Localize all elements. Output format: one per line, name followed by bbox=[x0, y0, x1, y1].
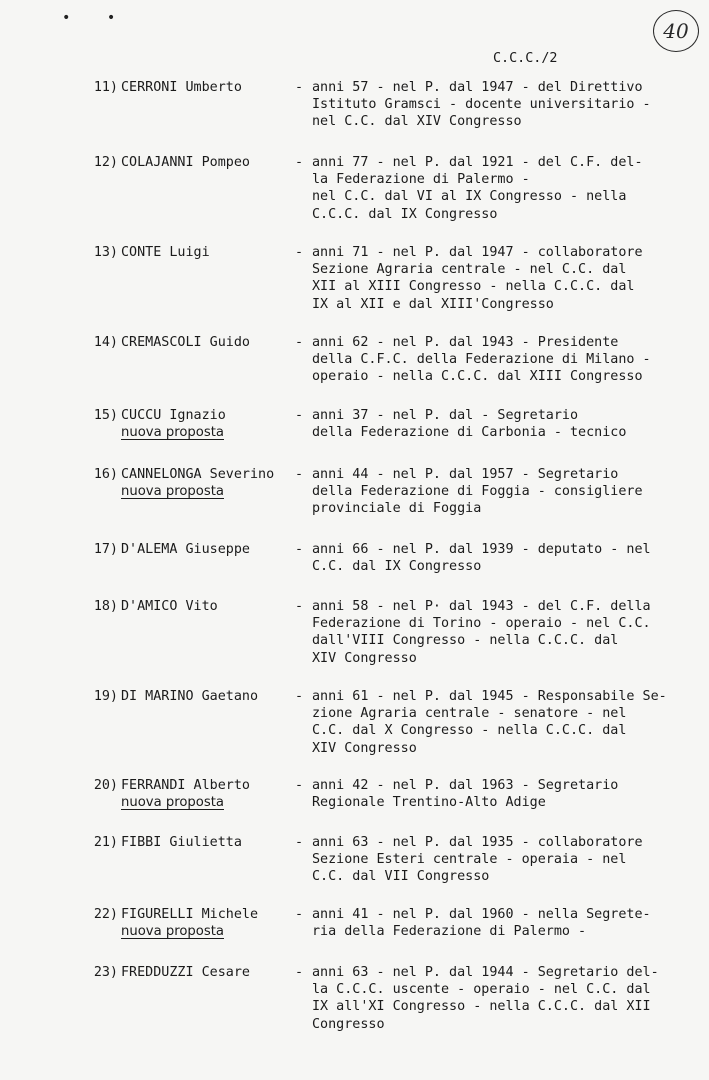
entry-dash: - bbox=[295, 467, 304, 482]
member-name: CUCCU Ignazio bbox=[121, 408, 226, 423]
description-line: C.C. dal X Congresso - nella C.C.C. dal bbox=[312, 723, 627, 739]
header-dots: • • bbox=[62, 10, 130, 26]
description-line: anni 37 - nel P. dal - Segretario bbox=[312, 408, 579, 423]
entry-number: 19) bbox=[93, 689, 118, 704]
member-description bbox=[312, 154, 692, 223]
description-line: anni 77 - nel P. dal 1921 - del C.F. del- bbox=[312, 155, 643, 170]
description-line: dall'VIII Congresso - nella C.C.C. dal bbox=[312, 633, 619, 649]
member-description bbox=[312, 777, 692, 811]
entry-dash: - bbox=[295, 965, 304, 980]
description-line: Congresso bbox=[312, 1016, 385, 1032]
description-line: anni 66 - nel P. dal 1939 - deputato - nel bbox=[312, 542, 651, 557]
entry-number: 15) bbox=[93, 408, 118, 423]
member-description bbox=[312, 906, 692, 940]
entry-number: 18) bbox=[93, 599, 118, 614]
member-description bbox=[312, 466, 692, 518]
member-name: D'AMICO Vito bbox=[121, 599, 218, 614]
description-line: XIV Congresso bbox=[312, 740, 417, 756]
member-name: CONTE Luigi bbox=[121, 245, 210, 260]
description-line: nel C.C. dal XIV Congresso bbox=[312, 114, 522, 130]
entry-dash: - bbox=[295, 599, 304, 614]
description-line: IX al XII e dal XIII'Congresso bbox=[312, 296, 554, 312]
description-line: zione Agraria centrale - senatore - nel bbox=[312, 706, 627, 722]
description-line: provinciale di Foggia bbox=[312, 501, 482, 517]
member-name: CREMASCOLI Guido bbox=[121, 335, 250, 350]
description-line: della Federazione di Carbonia - tecnico bbox=[312, 425, 627, 441]
new-proposal-note: nuova proposta bbox=[121, 795, 224, 811]
description-line: anni 62 - nel P. dal 1943 - Presidente bbox=[312, 335, 619, 350]
description-line: anni 61 - nel P. dal 1945 - Responsabile Se- bbox=[312, 689, 667, 704]
member-description bbox=[312, 79, 692, 131]
member-name: FIGURELLI Michele bbox=[121, 907, 259, 922]
description-line: anni 63 - nel P. dal 1935 - collaboratore bbox=[312, 835, 643, 850]
entry-number: 17) bbox=[93, 542, 118, 557]
member-name: CANNELONGA Severino bbox=[121, 467, 275, 482]
entry-number: 14) bbox=[93, 335, 118, 350]
entry-dash: - bbox=[295, 80, 304, 95]
entry-dash: - bbox=[295, 835, 304, 850]
entry-dash: - bbox=[295, 408, 304, 423]
entry-number: 11) bbox=[93, 80, 118, 95]
description-line: C.C. dal IX Congresso bbox=[312, 559, 482, 575]
member-description bbox=[312, 244, 692, 313]
description-line: C.C. dal VII Congresso bbox=[312, 869, 490, 885]
member-name: DI MARINO Gaetano bbox=[121, 689, 259, 704]
description-line: anni 63 - nel P. dal 1944 - Segretario del- bbox=[312, 965, 659, 980]
entry-dash: - bbox=[295, 778, 304, 793]
new-proposal-note: nuova proposta bbox=[121, 484, 224, 500]
description-line: Istituto Gramsci - docente universitario - bbox=[312, 97, 651, 113]
entry-dash: - bbox=[295, 542, 304, 557]
description-line: anni 58 - nel P· dal 1943 - del C.F. della bbox=[312, 599, 651, 614]
description-line: anni 57 - nel P. dal 1947 - del Direttivo bbox=[312, 80, 643, 95]
new-proposal-note: nuova proposta bbox=[121, 425, 224, 441]
member-name: COLAJANNI Pompeo bbox=[121, 155, 250, 170]
member-name: FERRANDI Alberto bbox=[121, 778, 250, 793]
description-line: XIV Congresso bbox=[312, 650, 417, 666]
description-line: C.C.C. dal IX Congresso bbox=[312, 206, 498, 222]
member-description bbox=[312, 541, 692, 575]
entry-number: 23) bbox=[93, 965, 118, 980]
description-line: Sezione Agraria centrale - nel C.C. dal bbox=[312, 262, 627, 278]
description-line: anni 41 - nel P. dal 1960 - nella Segrete- bbox=[312, 907, 651, 922]
description-line: anni 44 - nel P. dal 1957 - Segretario bbox=[312, 467, 619, 482]
description-line: della Federazione di Foggia - consigliere bbox=[312, 484, 643, 500]
entry-dash: - bbox=[295, 155, 304, 170]
handwritten-page-number: 40 bbox=[653, 10, 699, 52]
description-line: anni 71 - nel P. dal 1947 - collaboratore bbox=[312, 245, 643, 260]
entry-number: 20) bbox=[93, 778, 118, 793]
description-line: IX all'XI Congresso - nella C.C.C. dal XII bbox=[312, 999, 651, 1015]
member-description bbox=[312, 688, 692, 757]
description-line: ria della Federazione di Palermo - bbox=[312, 924, 587, 940]
description-line: XII al XIII Congresso - nella C.C.C. dal bbox=[312, 279, 635, 295]
member-description bbox=[312, 598, 692, 667]
entry-number: 12) bbox=[93, 155, 118, 170]
new-proposal-note: nuova proposta bbox=[121, 924, 224, 940]
member-description bbox=[312, 334, 692, 386]
description-line: Federazione di Torino - operaio - nel C.C. bbox=[312, 616, 651, 632]
member-description bbox=[312, 407, 692, 441]
description-line: la C.C.C. uscente - operaio - nel C.C. dal bbox=[312, 982, 651, 998]
description-line: della C.F.C. della Federazione di Milano - bbox=[312, 352, 651, 368]
entry-dash: - bbox=[295, 335, 304, 350]
member-name: FREDDUZZI Cesare bbox=[121, 965, 250, 980]
member-name: D'ALEMA Giuseppe bbox=[121, 542, 250, 557]
member-description bbox=[312, 964, 692, 1033]
description-line: operaio - nella C.C.C. dal XIII Congresso bbox=[312, 369, 643, 385]
description-line: la Federazione di Palermo - bbox=[312, 172, 530, 188]
entry-dash: - bbox=[295, 245, 304, 260]
entry-dash: - bbox=[295, 907, 304, 922]
member-description bbox=[312, 834, 692, 886]
description-line: anni 42 - nel P. dal 1963 - Segretario bbox=[312, 778, 619, 793]
description-line: Sezione Esteri centrale - operaia - nel bbox=[312, 852, 627, 868]
entry-dash: - bbox=[295, 689, 304, 704]
member-name: FIBBI Giulietta bbox=[121, 835, 242, 850]
entry-number: 16) bbox=[93, 467, 118, 482]
member-name: CERRONI Umberto bbox=[121, 80, 242, 95]
description-line: nel C.C. dal VI al IX Congresso - nella bbox=[312, 189, 627, 205]
entry-number: 21) bbox=[93, 835, 118, 850]
entry-number: 22) bbox=[93, 907, 118, 922]
entry-number: 13) bbox=[93, 245, 118, 260]
description-line: Regionale Trentino-Alto Adige bbox=[312, 795, 546, 811]
document-code: C.C.C./2 bbox=[493, 51, 558, 66]
